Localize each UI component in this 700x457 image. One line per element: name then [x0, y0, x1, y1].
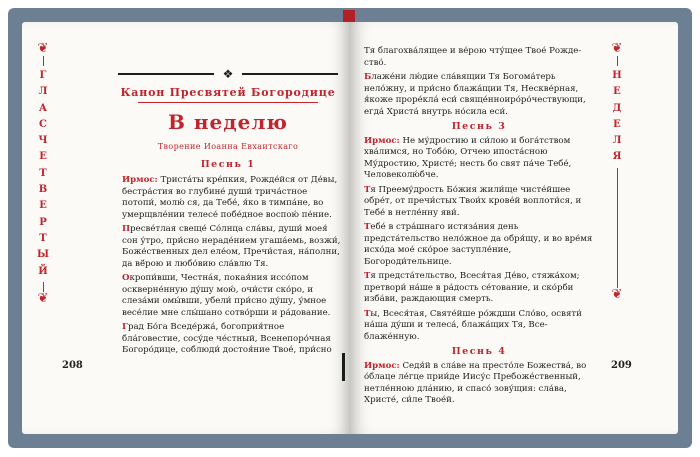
book-cover [8, 8, 692, 448]
page-number-right: 209 [611, 360, 632, 371]
irmos: Ирмос: Триста́ты кре́пкия, Рожде́йся от Де́вы, бестра́стия во глубине́ души́ трича́стное потопи́, молю́ ся, да Тебе́, я́ко в тимпа́не, во умерщвле́нии телесе́ побе́дное воспою́ пе́ние. [122, 175, 338, 220]
irmos: Ирмос: Седя́й в сла́ве на престо́ле Божества́, во о́блаце ле́гце прии́де Иису́с Пребоже́ственный, нетле́нною дла́нию, и спасо́ зову́щия: сла́ва, Христе́, си́ле Твое́й. [364, 360, 587, 405]
knot-ornament-icon: ❖ [214, 66, 242, 82]
right-page [350, 22, 678, 434]
stanza: Ты, Всеся́тая, Святе́йше ро́ждши Сло́во, освяти́ на́ша ду́ши и телеса́, блажа́щих Тя, Все-блаже́нную. [364, 308, 582, 342]
stanza: Пресве́тлая свеще́ Со́лнца сла́вы, души́ моея́ сон у́тро, при́сно нераде́нием угаша́емь, возжи́, Боже́ственных дел еле́ом, Пречи́стая, на́полни, да вё́рою и любо́вию сла́влю Тя. [122, 224, 341, 269]
right-rail-letters: Н Е Д Е Л Я [612, 70, 622, 163]
title-rule [138, 102, 318, 103]
page-number-left: 208 [62, 360, 83, 371]
gutter-shadow [342, 353, 345, 381]
stanza: Град Бо́га Вседе́ржа́, богоприя́тное бла́говестие, сосу́де че́стный, Всенепоро́чная Богоро́дице, соблюди́ достоя́ние Твое́, при́сно [122, 322, 332, 355]
left-page [22, 22, 350, 434]
ode-heading: Песнь 4 [451, 346, 507, 357]
stanza: Тя предста́тельство, Всеся́тая Де́во, стяжа́хом; претвори́ на́ше в ра́дость се́тование, и ско́рби изба́ви, раждающия смерть. [364, 271, 580, 304]
right-text-column [364, 46, 594, 410]
canon-title: Канон Пресвятей Богородице [120, 86, 336, 99]
intro-line: Тя благохва́лящее и ве́рою чту́щее Твое́ Рожде-ство́. [364, 46, 582, 68]
left-ornament-rail [34, 42, 52, 306]
ode-heading: Песнь 1 [200, 159, 256, 170]
stanza: Окропи́вши, Честна́я, покая́ния иссо́пом оскверне́нную ду́шу мою́, очи́сти ско́ро, и слеза́ми омы́вши, убели́ при́сно ду́шу, у́мное весе́лие мне слы́шано сотво́рши и ра́дование. [122, 273, 331, 318]
right-ornament-rail [608, 42, 626, 302]
author-line: Творение Иоанна Евхаитскаго [157, 142, 299, 151]
irmos: Ирмос: Не му́дростию и си́лою и бога́тством хва́лимся, но Тобо́ю, Отчею ипоста́сною Му́дростию, Христе́; несть бо свят па́че Тебе́, Человеколю́бче. [364, 135, 572, 180]
flower-ornament-icon: ❦ [37, 290, 49, 306]
flower-ornament-icon: ❦ [37, 41, 49, 56]
left-rail-letters: Г Л А С Ч Е Т В Е Р Т Ы Й [36, 70, 50, 277]
stanza: Блаже́ни лю́дие сла́вящии Тя Богома́терь нело́жну, и при́сно блажа́щии Тя, Нескве́рная, я́коже проре́кла́ еси́ свяще́нноиро́ро́чествующи, егда́ Христа́ внутрь но́сила еси́. [364, 72, 586, 117]
flower-ornament-icon: ❦ [611, 286, 623, 302]
stanza: Тя Преему́дрость Бо́жия жили́ще чисте́йшее обре́т, от пречи́стых Твои́х крове́й воплоти́ся, и Тебе́ в нетле́нну яви́. [364, 184, 582, 218]
day-subtitle: В неделю [168, 110, 288, 134]
stanza: Тебе́ в стра́шнаго истяза́ния день предста́тельство нело́жное да обря́щу, и во вре́мя исхо́да мое́ ско́рое заступле́ние, Богороди́тельнице. [364, 222, 593, 267]
left-text-column [122, 175, 342, 360]
flower-ornament-icon: ❦ [611, 41, 623, 56]
headband-ornament [118, 66, 338, 82]
ode-heading: Песнь 3 [451, 121, 507, 132]
